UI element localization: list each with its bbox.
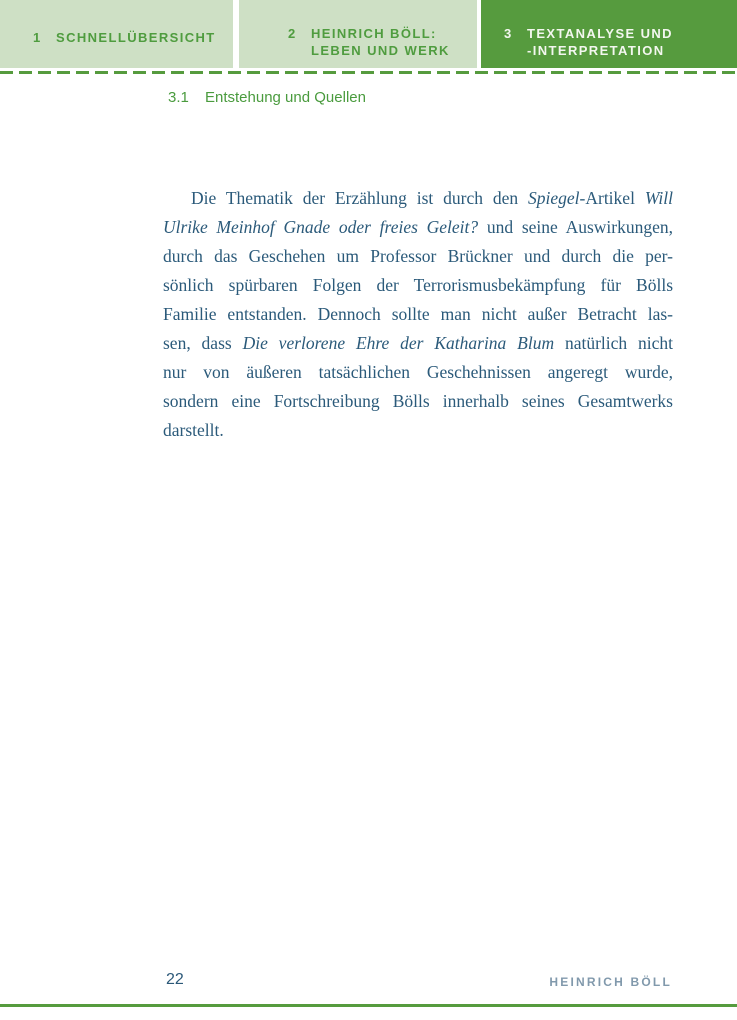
tab-label-line-2: -INTERPRETATION	[527, 43, 665, 58]
paragraph-line: darstellt.	[163, 420, 224, 440]
dashed-divider	[0, 71, 737, 74]
tab-number: 2	[288, 26, 297, 41]
tab-label: SCHNELLÜBERSICHT	[56, 30, 216, 45]
body-paragraph	[163, 184, 673, 445]
tab-schnelluebersicht[interactable]	[0, 0, 233, 68]
section-heading	[168, 89, 366, 106]
tab-heinrich-boell-leben-und-werk[interactable]	[239, 0, 477, 68]
paragraph-line: nur von äußeren tatsächlichen Geschehnissen angeregt wurde,	[163, 362, 673, 382]
paragraph-line: sondern eine Fortschreibung Bölls innerhalb seines Gesamtwerks	[163, 391, 673, 411]
paragraph-line: sen, dass Die verlorene Ehre der Katharina Blum natürlich nicht	[163, 333, 674, 353]
bottom-rule	[0, 1004, 737, 1007]
section-title: Entstehung und Quellen	[205, 89, 366, 106]
tab-number: 1	[33, 30, 42, 45]
tab-textanalyse-und-interpretation[interactable]	[481, 0, 737, 68]
tab-number: 3	[504, 26, 513, 41]
running-title: HEINRICH BÖLL	[549, 975, 672, 989]
section-number: 3.1	[168, 89, 189, 106]
paragraph-line: durch das Geschehen um Professor Brückner und durch die per-	[163, 246, 673, 266]
paragraph-line: Ulrike Meinhof Gnade oder freies Geleit? und seine Auswirkungen,	[163, 217, 673, 237]
tab-label-line-1: TEXTANALYSE UND	[527, 26, 673, 41]
chapter-tab-bar	[0, 0, 737, 68]
paragraph-line: Die Thematik der Erzählung ist durch den Spiegel-Artikel Will	[191, 188, 674, 208]
paragraph-line: sönlich spürbaren Folgen der Terrorismusbekämpfung für Bölls	[163, 275, 673, 295]
paragraph-line: Familie entstanden. Dennoch sollte man nicht außer Betracht las-	[163, 304, 673, 324]
page-number: 22	[166, 971, 184, 988]
tab-label-line-1: HEINRICH BÖLL:	[311, 26, 437, 41]
tab-label-line-2: LEBEN UND WERK	[311, 43, 450, 58]
